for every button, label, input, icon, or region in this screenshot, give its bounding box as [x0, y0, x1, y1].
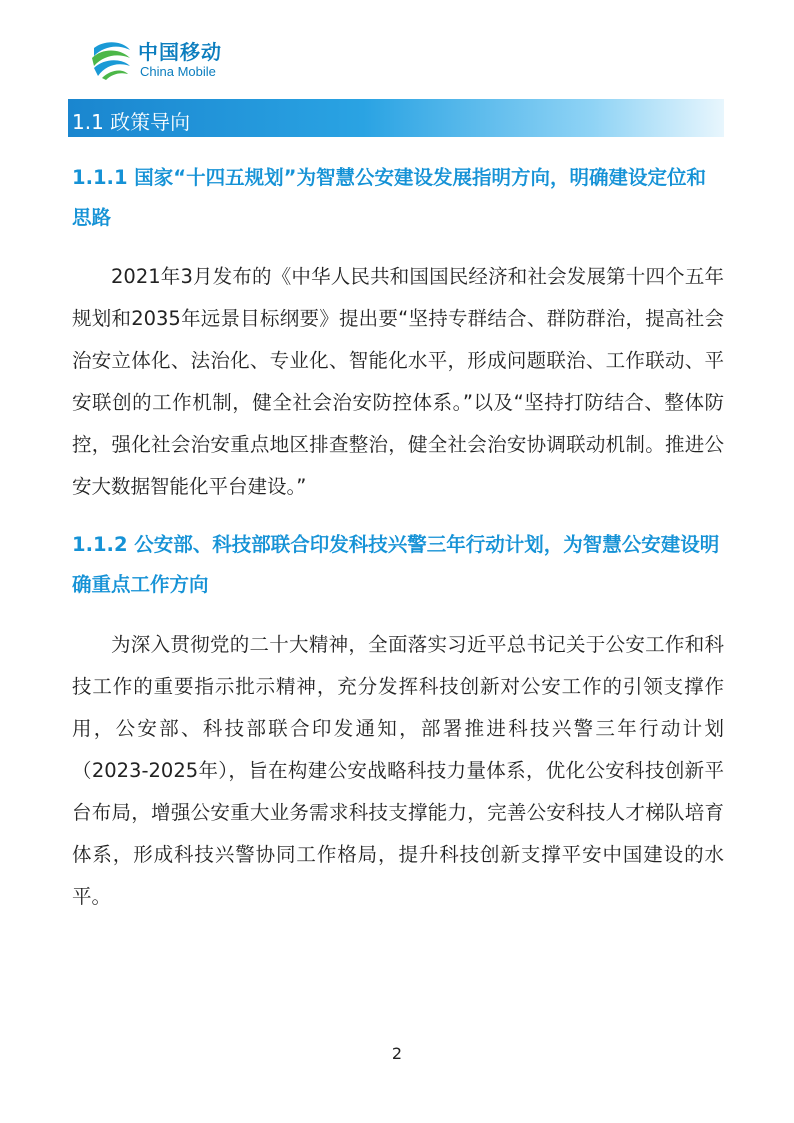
logo-english-text: China Mobile — [140, 64, 216, 79]
subsection-heading-1: 1.1.1 国家“十四五规划”为智慧公安建设发展指明方向，明确建设定位和思路 — [72, 166, 706, 229]
page-number: 2 — [391, 1044, 403, 1063]
logo-chinese-text: 中国移动 — [138, 40, 222, 64]
section-title-bar — [68, 99, 724, 137]
subsection-body-2: 为深入贯彻党的二十大精神，全面落实习近平总书记关于公安工作和科技工作的重要指示批示精神，充分发挥科技创新对公安工作的引领支撑作用，公安部、科技部联合印发通知，部署推进科技兴警三年行动计划（2023-2025年），旨在构建公安战略科技力量体系，优化公安科技创新平台布局，增强公安重大业务需求科技支撑能力，完善公安科技人才梯队培育体系，形成科技兴警协同工作格局，提升科技创新支撑平安中国建设的水平。 — [72, 633, 724, 908]
china-mobile-logo-icon — [88, 38, 134, 82]
section-title: 1.1 政策导向 — [72, 110, 191, 134]
subsection-heading-2: 1.1.2 公安部、科技部联合印发科技兴警三年行动计划，为智慧公安建设明确重点工作方向 — [72, 533, 720, 596]
subsection-body-1: 2021年3月发布的《中华人民共和国国民经济和社会发展第十四个五年规划和2035年远景目标纲要》提出要“坚持专群结合、群防群治，提高社会治安立体化、法治化、专业化、智能化水平，形成问题联治、工作联动、平安联创的工作机制，健全社会治安防控体系。”以及“坚持打防结合、整体防控，强化社会治安重点地区排查整治，健全社会治安协调联动机制。推进公安大数据智能化平台建设。” — [72, 265, 724, 498]
china-mobile-logo — [88, 34, 258, 86]
